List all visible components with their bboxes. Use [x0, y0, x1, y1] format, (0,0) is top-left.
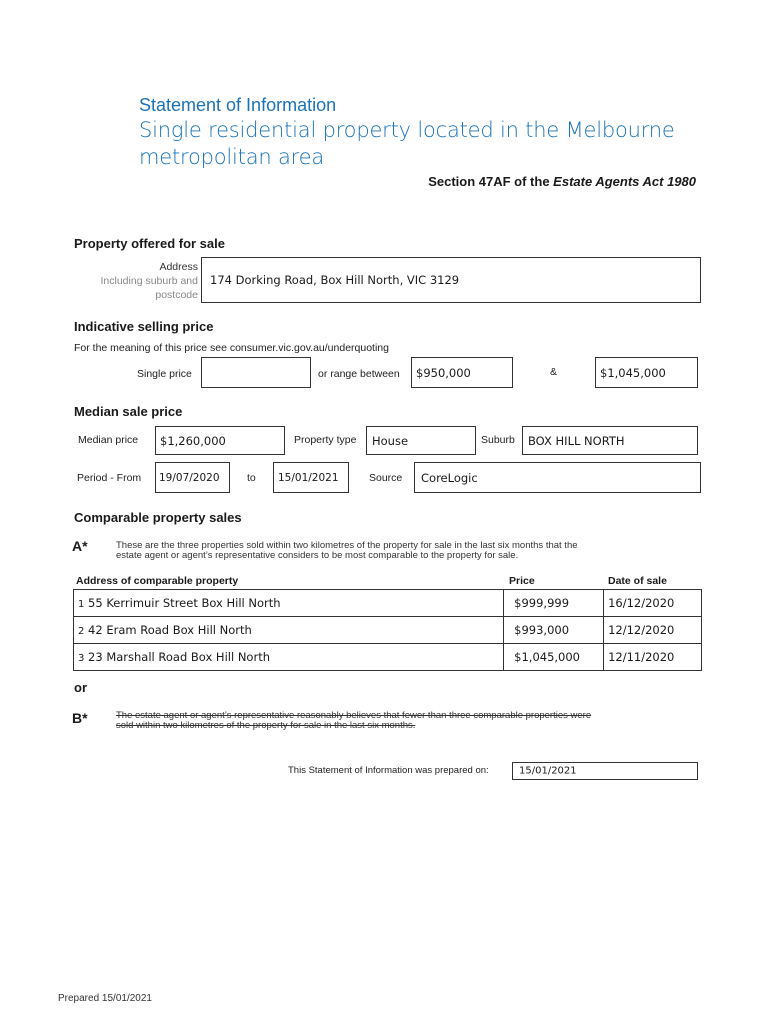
- property-type-label: Property type: [294, 434, 357, 446]
- option-b-marker: B*: [72, 710, 88, 726]
- or-label: or: [74, 680, 87, 695]
- address-field[interactable]: [201, 257, 701, 303]
- option-a-text-line1: These are the three properties sold within two kilometres of the property for sale in the last six months that the: [116, 540, 578, 551]
- prepared-label: This Statement of Information was prepared on:: [288, 765, 489, 776]
- suburb-label: Suburb: [481, 434, 515, 446]
- period-to-value: 15/01/2021: [278, 472, 339, 484]
- date-cell[interactable]: 16/12/2020: [604, 590, 702, 617]
- table-row: [74, 617, 702, 644]
- act-name: Estate Agents Act 1980: [553, 174, 696, 189]
- act-prefix: Section 47AF of the: [428, 174, 554, 189]
- price-cell[interactable]: $993,000: [504, 617, 604, 644]
- address-cell[interactable]: [74, 644, 504, 671]
- table-row: [74, 644, 702, 671]
- range-low-field[interactable]: [411, 357, 513, 388]
- property-type-field[interactable]: [366, 426, 476, 455]
- single-price-label: Single price: [137, 368, 192, 380]
- price-cell[interactable]: $1,045,000: [504, 644, 604, 671]
- prepared-date-field[interactable]: [512, 762, 698, 780]
- date-cell[interactable]: 12/11/2020: [604, 644, 702, 671]
- suburb-value: BOX HILL NORTH: [528, 433, 625, 448]
- row-number: 2: [78, 626, 85, 637]
- median-heading: Median sale price: [74, 404, 183, 419]
- range-high-field[interactable]: [595, 357, 698, 388]
- document-subtitle-line1: Single residential property located in the Melbourne: [139, 118, 675, 142]
- option-a-text-line2: estate agent or agent’s representative considers to be most comparable to the property for sale.: [116, 550, 519, 561]
- comparable-table: [73, 589, 702, 671]
- address-cell[interactable]: [74, 617, 504, 644]
- footer-prepared: Prepared 15/01/2021: [58, 993, 152, 1004]
- col-header-price: Price: [509, 575, 535, 587]
- address-cell[interactable]: [74, 590, 504, 617]
- period-from-field[interactable]: [155, 462, 230, 493]
- range-ampersand: &: [550, 366, 558, 378]
- period-to-label: to: [247, 472, 256, 484]
- row-number: 1: [78, 599, 85, 610]
- indicative-note: For the meaning of this price see consumer.vic.gov.au/underquoting: [74, 342, 389, 354]
- single-price-field[interactable]: [201, 357, 311, 388]
- property-type-value: House: [372, 433, 409, 448]
- median-price-label: Median price: [78, 434, 139, 446]
- range-low-value: $950,000: [416, 365, 471, 380]
- address-value: 174 Dorking Road, Box Hill North, VIC 3129: [210, 273, 460, 287]
- row-address: 42 Eram Road Box Hill North: [88, 623, 252, 637]
- date-cell[interactable]: 12/12/2020: [604, 617, 702, 644]
- indicative-heading: Indicative selling price: [74, 319, 214, 334]
- prepared-date-value: 15/01/2021: [519, 765, 577, 777]
- table-row: [74, 590, 702, 617]
- document-title: Statement of Information: [139, 95, 337, 115]
- option-b-text-line1: The estate agent or agent’s representative reasonably believes that fewer than three comparable properties were: [116, 710, 592, 721]
- col-header-address: Address of comparable property: [76, 575, 239, 587]
- source-value: CoreLogic: [421, 470, 478, 485]
- row-address: 23 Marshall Road Box Hill North: [88, 650, 270, 664]
- option-a-marker: A*: [72, 538, 88, 554]
- price-cell[interactable]: $999,999: [504, 590, 604, 617]
- range-high-value: $1,045,000: [600, 365, 666, 380]
- source-field[interactable]: [414, 462, 701, 493]
- address-label-sub1: Including suburb and: [100, 275, 198, 287]
- row-number: 3: [78, 653, 85, 664]
- median-price-value: $1,260,000: [160, 433, 226, 448]
- suburb-field[interactable]: [522, 426, 698, 455]
- period-from-value: 19/07/2020: [159, 472, 220, 484]
- address-label-sub2: postcode: [155, 289, 198, 301]
- period-from-label: Period - From: [77, 472, 142, 484]
- option-b-text-line2: sold within two kilometres of the property for sale in the last six months.: [116, 720, 416, 731]
- period-to-field[interactable]: [273, 462, 349, 493]
- act-reference: [428, 174, 696, 189]
- address-label: Address: [159, 261, 198, 273]
- document-subtitle-line2: metropolitan area: [139, 145, 324, 169]
- source-label: Source: [369, 472, 403, 484]
- row-address: 55 Kerrimuir Street Box Hill North: [88, 596, 281, 610]
- median-price-field[interactable]: [155, 426, 285, 455]
- range-label: or range between: [318, 368, 400, 380]
- property-heading: Property offered for sale: [74, 236, 225, 251]
- col-header-date: Date of sale: [608, 575, 667, 587]
- comparable-heading: Comparable property sales: [74, 510, 242, 525]
